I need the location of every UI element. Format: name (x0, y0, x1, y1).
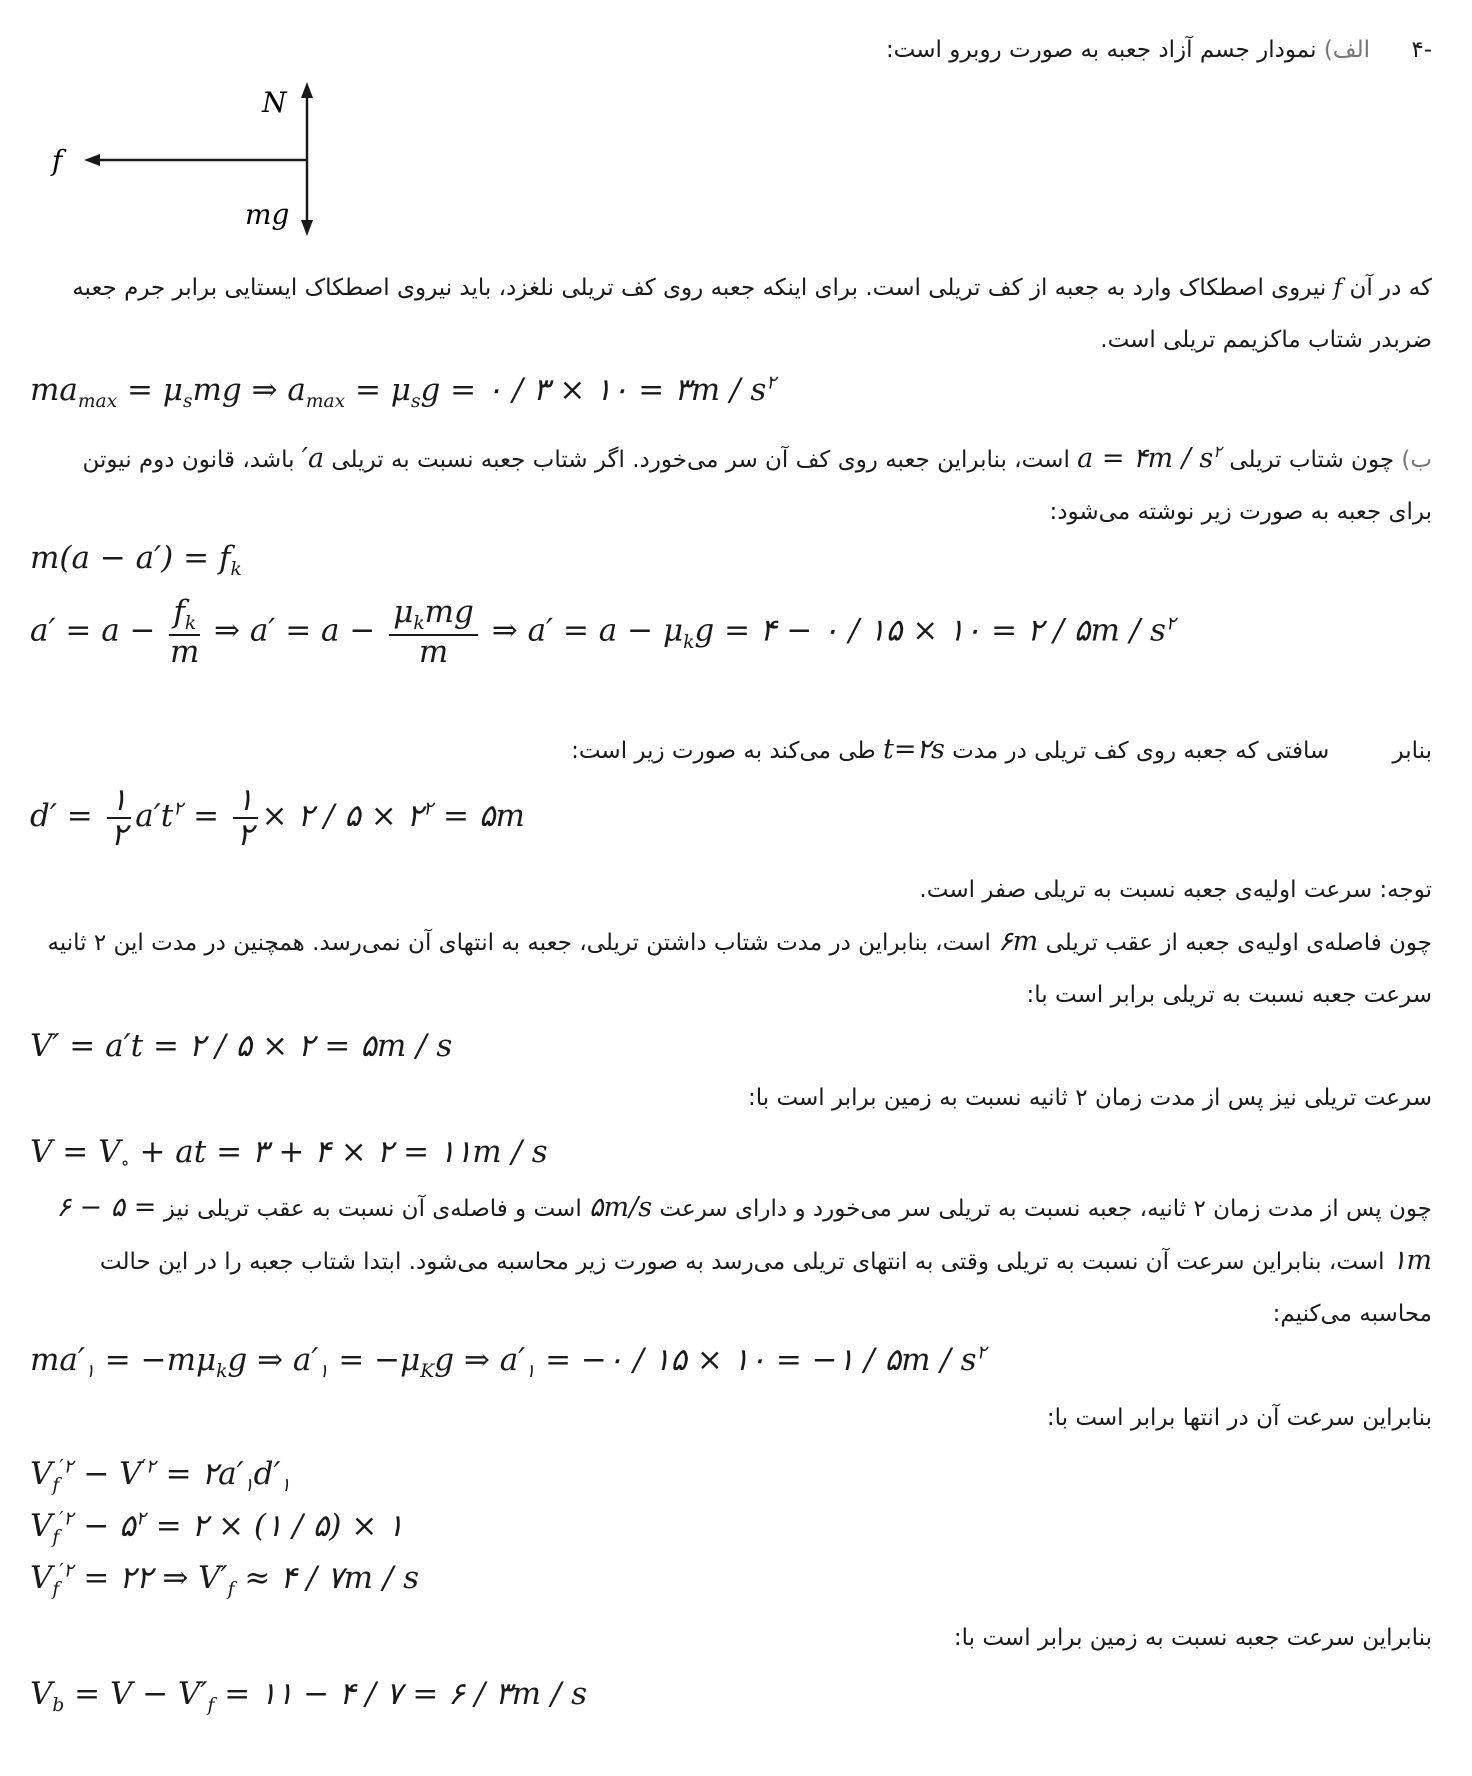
part-b-label: ب) (1401, 447, 1432, 473)
normal-arrowhead (301, 82, 313, 98)
equation-trailer-velocity: $V = V_\circ$ + at = ۳ + ۴ × ۲ = ۱۱m / s (30, 1134, 548, 1175)
equation-deceleration: $ma'_۱ = -m\mu_kg$ ⇒ $a'_۱ = -\mu_Kg$ ⇒ $a'_۱$ = −۰ / ۱۵ × ۱۰ = −۱ / ۵m / $s^۲$ (30, 1342, 987, 1383)
paragraph-trailer-velocity: سرعت تریلی نیز پس از مدت زمان ۲ ثانیه نسبت به زمین برابر است با: (747, 1085, 1432, 1111)
friction-arrowhead (84, 154, 100, 166)
paragraph-final-velocity: بنابراین سرعت آن در انتها برابر است با: (1046, 1405, 1432, 1431)
equation-final-velocity-line1: $V_f^{'۲} - V^{'۲}$ = $۲a'_۱d'_۱$ (30, 1456, 291, 1497)
paragraph-ground-velocity: بنابراین سرعت جعبه نسبت به زمین برابر است با: (953, 1625, 1432, 1651)
weight-arrowhead (301, 220, 313, 236)
weight-label: mg (245, 198, 290, 231)
paragraph-distance: بنابر سافتی که جعبه روی کف تریلی در مدت t=۲s طی می‌کند به صورت زیر است: (571, 734, 1432, 765)
paragraph-part-b: ب) چون شتاب تریلی a = ۴m / $s^۲$ است، بنابراین جعبه روی کف آن سر می‌خورد. اگر شتاب جعبه نسبت به تریلی a′ باشد، قانون دوم نیوتن برای جعبه به صورت زیر نوشته می‌شود: (82, 442, 1432, 525)
equation-final-velocity-line2: $V_f^{'۲}$ − $۵^۲$ = ۲ × (۱ / ۵) × ۱ (30, 1508, 404, 1549)
normal-label: N (262, 86, 287, 119)
free-body-diagram (40, 78, 340, 238)
problem-number: -۴ (1411, 37, 1432, 63)
equation-final-velocity-line3: $V_f^{'۲}$ = ۲۲ ⇒ $V'_f$ ≈ ۴ / ۷m / s (30, 1560, 420, 1601)
paragraph-initial-distance: چون فاصله‌ی اولیه‌ی جعبه از عقب تریلی ۶m است، بنابراین در مدت شتاب داشتن تریلی، جعبه به انتهای آن نمی‌رسد. همچنین در مدت این ۲ ثانیه سرعت جعبه نسبت به تریلی برابر است با: (47, 926, 1432, 1008)
note-initial-velocity: توجه: سرعت اولیه‌ی جعبه نسبت به تریلی صفر است. (919, 877, 1432, 903)
equation-max-acceleration: $ma_{max} = \mu_smg$ ⇒ $a_{max} = \mu_sg$ = ۰ / ۳ × ۱۰ = ۳m / $s^۲$ (30, 372, 777, 413)
equation-box-velocity: V′ = a′t = ۲ / ۵ × ۲ = ۵m / s (30, 1028, 453, 1064)
equation-relative-acceleration: a′ = a − $\frac{f_k}{m}$ ⇒ a′ = a − $\frac{\mu_kmg}{m}$ ⇒ $a' = a - \mu_kg$ = ۴ − ۰ / ۱۵ × ۱۰ = ۲ / ۵m / $s^۲$ (30, 594, 1176, 670)
equation-distance: d′ = $\frac{۱}{۲}$ $a't^۲$ = $\frac{۱}{۲}$ × ۲ / ۵ × $۲^۲$ = ۵m (30, 782, 525, 853)
equation-ground-velocity: $V_b = V - V'_f$ = ۱۱ − ۴ / ۷ = ۶ / ۳m / s (30, 1676, 588, 1717)
part-a-title: نمودار جسم آزاد جعبه به صورت روبرو است: (885, 37, 1317, 63)
equation-newton-second: $m(a - a') = f_k$ (30, 540, 242, 581)
part-a-label: الف) (1323, 37, 1371, 63)
paragraph-sliding: چون پس از مدت زمان ۲ ثانیه، جعبه نسبت به تریلی سر می‌خورد و دارای سرعت ۵m/s است و فاصله‌ی آن نسبت به عقب تریلی نیز ۶ − ۵ = ۱m است، بنابراین سرعت آن نسبت به تریلی وقتی به انتهای تریلی می‌رسد به صورت زیر محاسبه می‌شود. ابتدا شتاب جعبه را در این حالت محاسبه می‌کنیم: (56, 1192, 1432, 1327)
friction-label: f (52, 144, 63, 177)
problem-header (886, 24, 1432, 76)
paragraph-friction: که در آن f نیروی اصطکاک وارد به جعبه از کف تریلی است. برای اینکه جعبه روی کف تریلی نلغزد، باید نیروی اصطکاک ایستایی برابر جرم جعبه ضربدر شتاب ماکزیمم تریلی است. (72, 275, 1432, 353)
var-f: f (1333, 275, 1343, 301)
